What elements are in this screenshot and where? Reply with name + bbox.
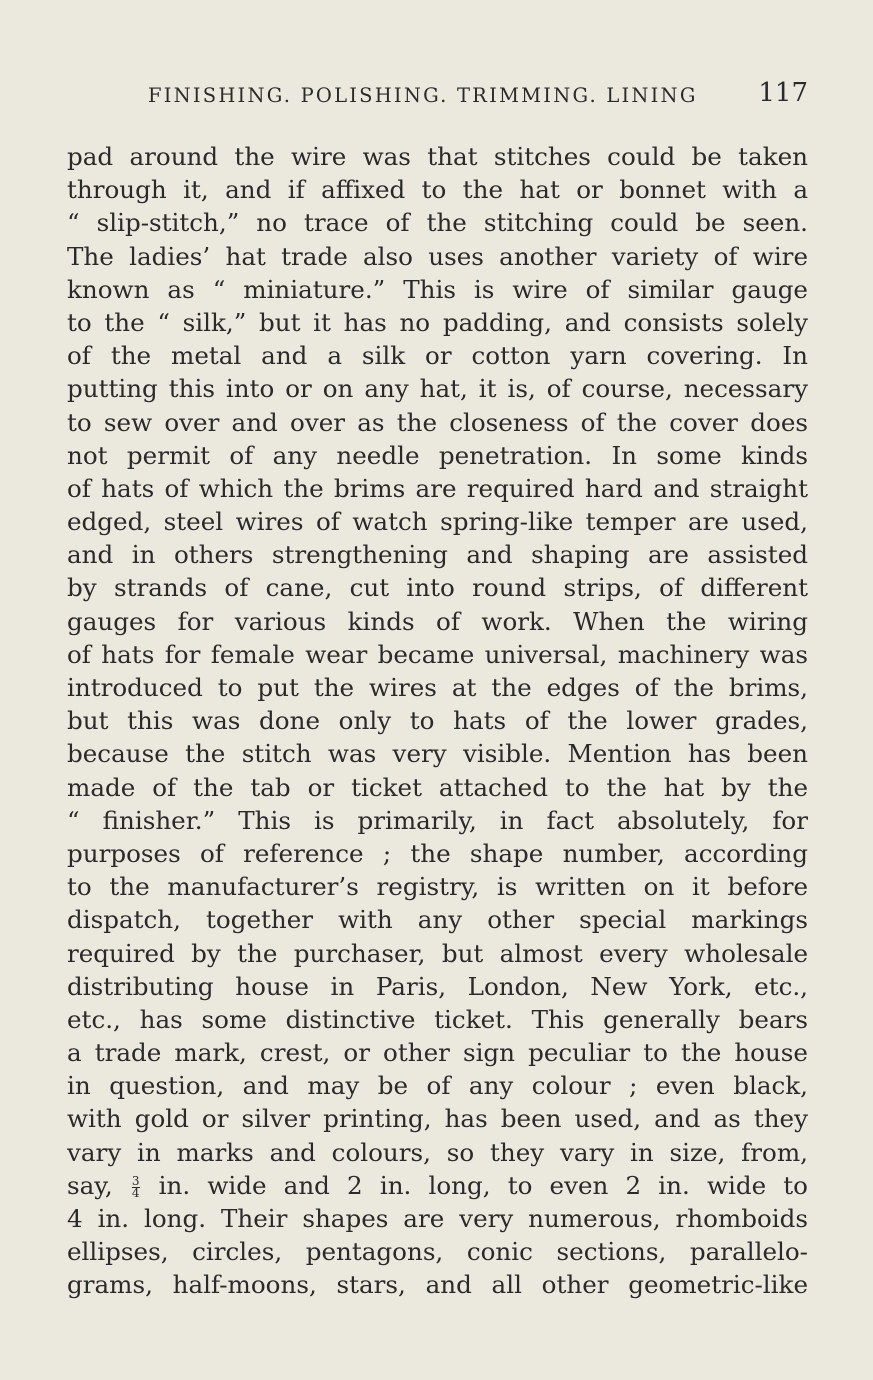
text-line: distributing house in Paris, London, New York, etc.,: [67, 971, 808, 1001]
text-line: purposes of reference ; the shape number, according: [67, 838, 808, 868]
text-line-with-fraction: [67, 1169, 808, 1202]
fraction: [131, 1173, 140, 1200]
text-line: a trade mark, crest, or other sign peculiar to the house: [67, 1038, 808, 1068]
text-line: because the stitch was very visible. Mention has been: [67, 739, 808, 769]
text-line: known as “ miniature.” This is wire of similar gauge: [67, 274, 808, 304]
text-line: ellipses, circles, pentagons, conic sections, parallelo-: [67, 1237, 808, 1267]
text-line: not permit of any needle penetration. In some kinds: [67, 440, 808, 470]
text-line: “ slip-stitch,” no trace of the stitching could be seen.: [67, 208, 808, 238]
fraction-line-before: say,: [67, 1170, 113, 1200]
running-head: [148, 78, 808, 110]
text-line: dispatch, together with any other special markings: [67, 905, 808, 935]
page-number: 117: [758, 78, 808, 108]
running-title: FINISHING. POLISHING. TRIMMING. LINING: [148, 84, 698, 107]
body-text: [67, 140, 808, 1302]
text-line: grams, half-moons, stars, and all other geometric-like: [67, 1270, 808, 1300]
text-line: of the metal and a silk or cotton yarn covering. In: [67, 341, 808, 371]
fraction-denominator: 4: [131, 1185, 140, 1200]
text-line: pad around the wire was that stitches could be taken: [67, 142, 808, 171]
text-line: through it, and if affixed to the hat or bonnet with a: [67, 175, 808, 205]
text-line: introduced to put the wires at the edges of the brims,: [67, 673, 808, 702]
text-line: 4 in. long. Their shapes are very numerous, rhomboids: [67, 1204, 808, 1233]
text-line: gauges for various kinds of work. When the wiring: [67, 606, 808, 636]
text-line: but this was done only to hats of the lower grades,: [67, 706, 808, 736]
text-line: with gold or silver printing, has been used, and as they: [67, 1104, 808, 1134]
text-line: vary in marks and colours, so they vary in size, from,: [67, 1137, 808, 1167]
fraction-line-after: in. wide and 2 in. long, to even 2 in. wide to: [158, 1170, 808, 1200]
text-line: of hats of which the brims are required hard and straight: [67, 473, 808, 503]
text-line: by strands of cane, cut into round strips, of different: [67, 573, 808, 603]
text-line: to sew over and over as the closeness of the cover does: [67, 407, 808, 437]
text-line: in question, and may be of any colour ; even black,: [67, 1071, 808, 1101]
text-line: of hats for female wear became universal, machinery was: [67, 639, 808, 669]
text-line: etc., has some distinctive ticket. This generally bears: [67, 1004, 808, 1034]
text-line: made of the tab or ticket attached to the hat by the: [67, 772, 808, 802]
fraction-numerator: 3: [131, 1173, 140, 1188]
text-line: putting this into or on any hat, it is, of course, necessary: [67, 374, 808, 404]
text-line: “ finisher.” This is primarily, in fact absolutely, for: [67, 805, 808, 835]
text-line: The ladies’ hat trade also uses another variety of wire: [67, 241, 808, 271]
text-line: and in others strengthening and shaping are assisted: [67, 540, 808, 570]
text-line: edged, steel wires of watch spring-like temper are used,: [67, 507, 808, 537]
text-line: to the manufacturer’s registry, is written on it before: [67, 872, 808, 902]
text-line: required by the purchaser, but almost every wholesale: [67, 938, 808, 968]
text-line: to the “ silk,” but it has no padding, and consists solely: [67, 307, 808, 337]
